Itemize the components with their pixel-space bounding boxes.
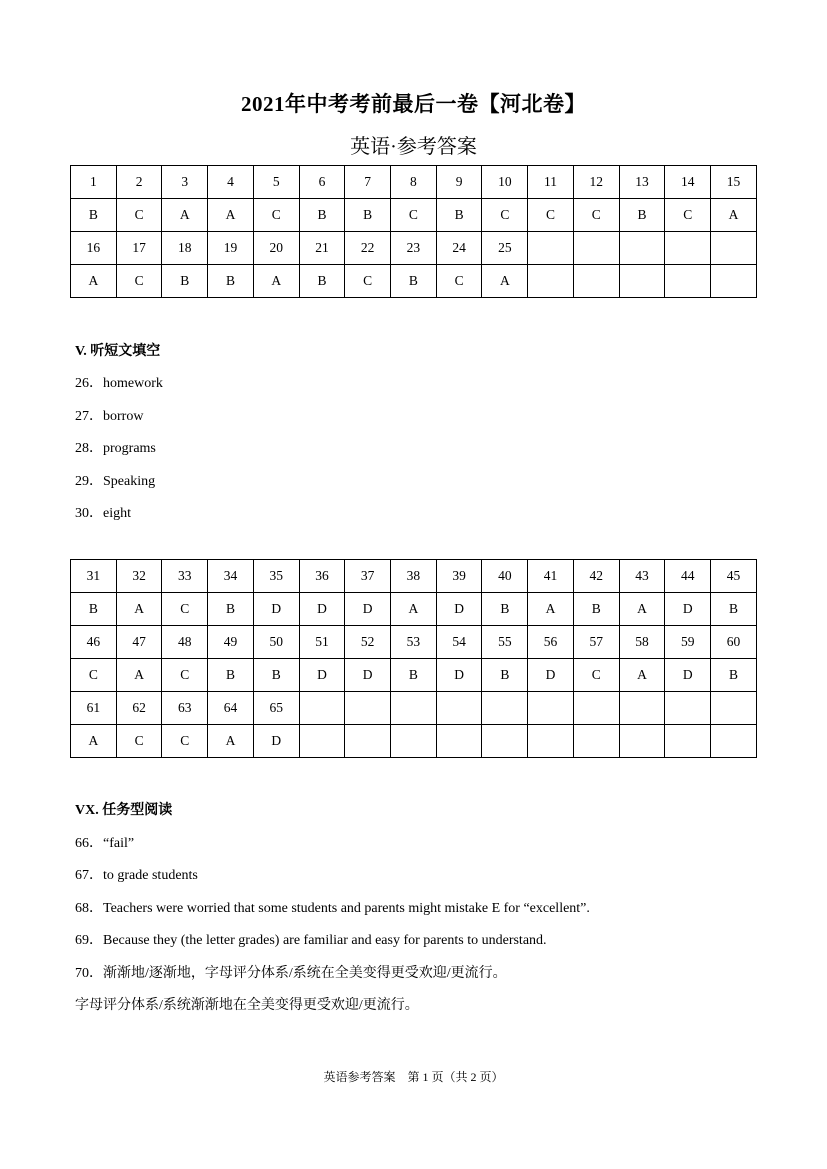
table-cell: 12 (573, 166, 619, 199)
table-cell: C (436, 265, 482, 298)
table-cell: 22 (345, 232, 391, 265)
table-cell: B (162, 265, 208, 298)
table-cell: 15 (711, 166, 757, 199)
table-cell: B (299, 199, 345, 232)
table-cell: B (71, 199, 117, 232)
table-cell: 63 (162, 692, 208, 725)
table-cell: 53 (391, 626, 437, 659)
table-cell (573, 265, 619, 298)
answer-table-1 (70, 165, 757, 298)
table-cell: B (482, 593, 528, 626)
table-cell: B (299, 265, 345, 298)
table-cell (391, 725, 437, 758)
table-cell (436, 692, 482, 725)
table-cell: D (665, 593, 711, 626)
table-cell (345, 692, 391, 725)
table-cell: 21 (299, 232, 345, 265)
table-row (71, 593, 757, 626)
table-cell: 23 (391, 232, 437, 265)
table-cell: 17 (116, 232, 162, 265)
table-cell: 56 (528, 626, 574, 659)
table-row (71, 725, 757, 758)
table-cell: B (345, 199, 391, 232)
answer-item: 66．“fail” (75, 836, 135, 851)
table-cell: 4 (208, 166, 254, 199)
table-cell: 58 (619, 626, 665, 659)
table-cell: 32 (116, 560, 162, 593)
table-cell (299, 725, 345, 758)
table-cell: C (116, 265, 162, 298)
table-cell: 52 (345, 626, 391, 659)
table-cell: 25 (482, 232, 528, 265)
table-cell: A (391, 593, 437, 626)
table-cell: 44 (665, 560, 711, 593)
table-row (71, 199, 757, 232)
table-cell (528, 725, 574, 758)
table-cell: C (345, 265, 391, 298)
table-cell: 5 (253, 166, 299, 199)
table-cell: 59 (665, 626, 711, 659)
table-row (71, 626, 757, 659)
table-cell (573, 232, 619, 265)
table-cell: B (711, 659, 757, 692)
table-cell: 43 (619, 560, 665, 593)
table-cell (711, 725, 757, 758)
table-cell: 14 (665, 166, 711, 199)
table-cell (711, 265, 757, 298)
table-cell: A (711, 199, 757, 232)
table-cell: C (573, 199, 619, 232)
table-cell: D (436, 659, 482, 692)
table-cell (665, 725, 711, 758)
table-cell: 34 (208, 560, 254, 593)
answer-item: 28．programs (75, 441, 156, 456)
table-cell: 33 (162, 560, 208, 593)
table-cell: A (71, 725, 117, 758)
table-cell: A (208, 199, 254, 232)
table-cell: D (299, 659, 345, 692)
table-cell (573, 725, 619, 758)
table-cell: 60 (711, 626, 757, 659)
table-cell (528, 265, 574, 298)
table-cell: A (528, 593, 574, 626)
table-cell: 8 (391, 166, 437, 199)
table-cell: 54 (436, 626, 482, 659)
table-cell: 57 (573, 626, 619, 659)
table-cell: 61 (71, 692, 117, 725)
table-cell: 38 (391, 560, 437, 593)
table-cell: 13 (619, 166, 665, 199)
table-cell: B (71, 593, 117, 626)
section-5-heading: V. 听短文填空 (75, 344, 161, 359)
table-cell (573, 692, 619, 725)
answer-item: 67．to grade students (75, 868, 198, 883)
table-cell: 24 (436, 232, 482, 265)
table-cell: A (253, 265, 299, 298)
table-cell: B (391, 659, 437, 692)
table-cell: 31 (71, 560, 117, 593)
table-cell: D (253, 593, 299, 626)
table-cell: D (528, 659, 574, 692)
table-cell: A (619, 659, 665, 692)
answer-item: 27．borrow (75, 409, 144, 424)
page-footer: 英语参考答案 第 1 页（共 2 页） (323, 1070, 504, 1084)
table-row (71, 560, 757, 593)
table-cell (391, 692, 437, 725)
table-cell: B (436, 199, 482, 232)
table-cell: 55 (482, 626, 528, 659)
answer-item: 26．homework (75, 376, 163, 391)
table-cell: D (436, 593, 482, 626)
answer-item-alternative: 字母评分体系/系统渐渐地在全美变得更受欢迎/更流行。 (75, 998, 419, 1013)
table-cell (665, 692, 711, 725)
table-cell: A (162, 199, 208, 232)
table-cell: C (162, 659, 208, 692)
table-cell: D (253, 725, 299, 758)
section-vx-heading: VX. 任务型阅读 (75, 803, 173, 818)
table-cell: 40 (482, 560, 528, 593)
table-cell: 64 (208, 692, 254, 725)
table-cell (619, 232, 665, 265)
table-cell: 46 (71, 626, 117, 659)
table-cell: 3 (162, 166, 208, 199)
table-cell (528, 232, 574, 265)
table-cell: B (619, 199, 665, 232)
page-subtitle: 英语·参考答案 (350, 136, 477, 158)
answer-table-2 (70, 559, 757, 758)
table-cell: 42 (573, 560, 619, 593)
table-cell: 47 (116, 626, 162, 659)
table-cell (299, 692, 345, 725)
table-cell (619, 265, 665, 298)
table-cell (528, 692, 574, 725)
table-cell: C (253, 199, 299, 232)
table-cell: C (116, 199, 162, 232)
table-cell: 48 (162, 626, 208, 659)
table-cell: C (162, 725, 208, 758)
table-row (71, 659, 757, 692)
table-cell: A (482, 265, 528, 298)
table-cell: A (208, 725, 254, 758)
table-cell: 62 (116, 692, 162, 725)
table-cell: 39 (436, 560, 482, 593)
table-cell: 41 (528, 560, 574, 593)
table-cell: 37 (345, 560, 391, 593)
table-cell (482, 725, 528, 758)
table-cell: B (711, 593, 757, 626)
table-row (71, 232, 757, 265)
table-cell: 10 (482, 166, 528, 199)
table-cell: 2 (116, 166, 162, 199)
table-cell (619, 692, 665, 725)
answer-item: 29．Speaking (75, 474, 156, 489)
table-cell (482, 692, 528, 725)
table-cell: C (71, 659, 117, 692)
table-cell: C (116, 725, 162, 758)
table-cell: B (208, 593, 254, 626)
table-cell (619, 725, 665, 758)
table-cell (345, 725, 391, 758)
answer-item: 68．Teachers were worried that some students and parents might mistake E for “excellent”. (75, 901, 590, 916)
table-cell: B (253, 659, 299, 692)
table-cell: 16 (71, 232, 117, 265)
table-cell: D (345, 659, 391, 692)
table-cell: C (162, 593, 208, 626)
table-cell: 1 (71, 166, 117, 199)
table-row (71, 692, 757, 725)
table-row (71, 166, 757, 199)
table-cell: D (299, 593, 345, 626)
table-cell (436, 725, 482, 758)
table-cell: B (573, 593, 619, 626)
table-cell: C (665, 199, 711, 232)
answer-item: 30．eight (75, 506, 131, 521)
table-cell: B (208, 265, 254, 298)
table-cell: 65 (253, 692, 299, 725)
table-cell: B (391, 265, 437, 298)
table-cell: C (482, 199, 528, 232)
table-cell: A (71, 265, 117, 298)
table-cell: B (482, 659, 528, 692)
table-cell: 19 (208, 232, 254, 265)
table-cell: 49 (208, 626, 254, 659)
table-cell: 18 (162, 232, 208, 265)
answer-item: 69．Because they (the letter grades) are familiar and easy for parents to understand. (75, 933, 547, 948)
table-cell: B (208, 659, 254, 692)
table-row (71, 265, 757, 298)
table-cell (665, 232, 711, 265)
table-cell: 11 (528, 166, 574, 199)
table-cell: C (391, 199, 437, 232)
page-title: 2021年中考考前最后一卷【河北卷】 (241, 92, 586, 116)
table-cell: 6 (299, 166, 345, 199)
table-cell: 45 (711, 560, 757, 593)
table-cell: A (116, 659, 162, 692)
table-cell: 50 (253, 626, 299, 659)
table-cell: 9 (436, 166, 482, 199)
table-cell: 7 (345, 166, 391, 199)
table-cell: C (528, 199, 574, 232)
table-cell: 20 (253, 232, 299, 265)
table-cell: 51 (299, 626, 345, 659)
table-cell (665, 265, 711, 298)
table-cell (711, 232, 757, 265)
table-cell: A (619, 593, 665, 626)
table-cell: D (665, 659, 711, 692)
table-cell: 35 (253, 560, 299, 593)
table-cell: D (345, 593, 391, 626)
table-cell: 36 (299, 560, 345, 593)
answer-item: 70．渐渐地/逐渐地，字母评分体系/系统在全美变得更受欢迎/更流行。 (75, 966, 507, 981)
table-cell: A (116, 593, 162, 626)
table-cell: C (573, 659, 619, 692)
table-cell (711, 692, 757, 725)
